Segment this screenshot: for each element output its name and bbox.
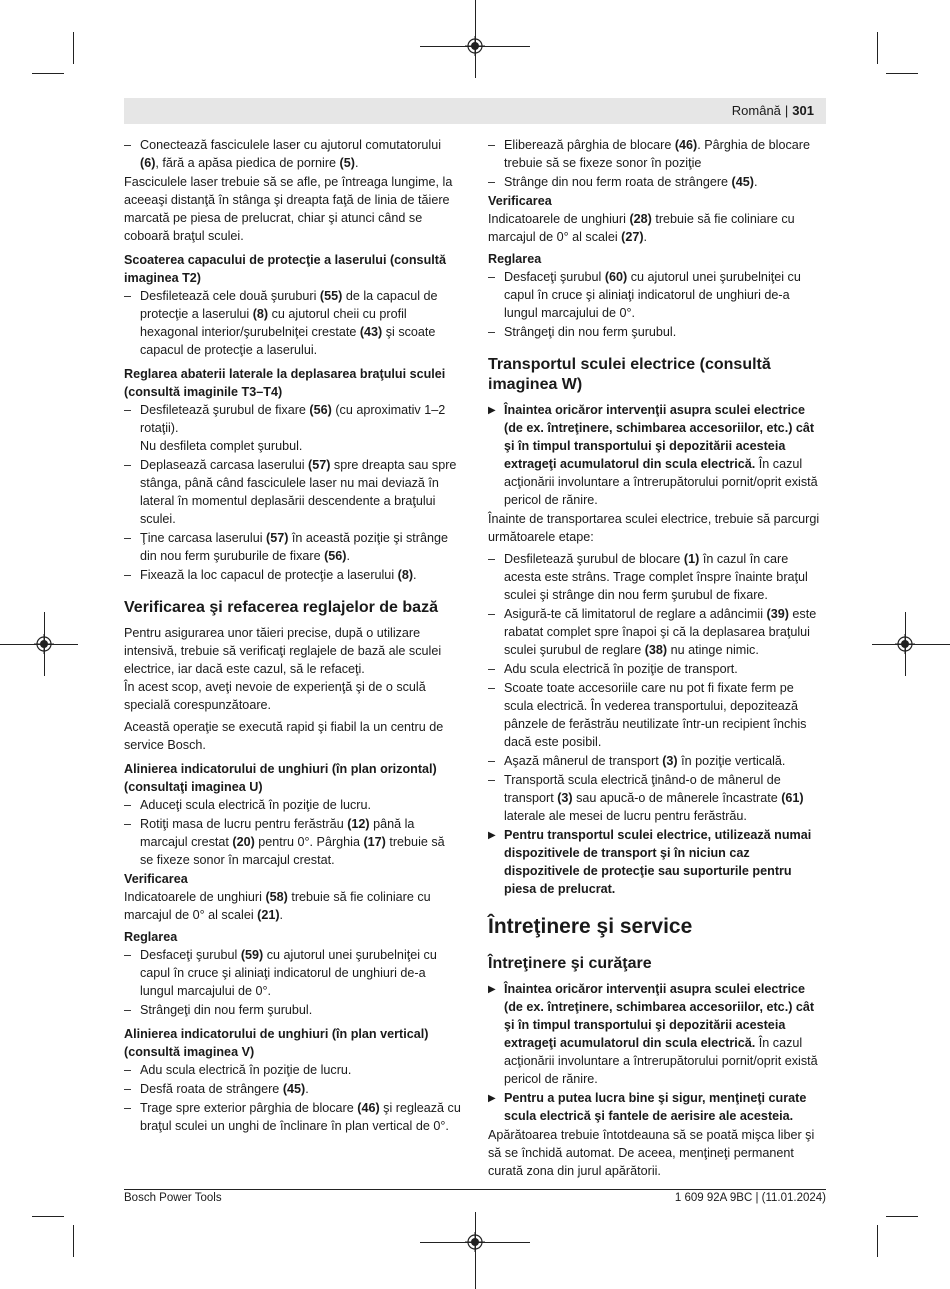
list-item: – Deplasează carcasa laserului (57) spre dreapta sau spre stânga, până când fasciculele laser nu mai deviază în lateral în momentul deplasării descendente a braţului sculei. bbox=[124, 456, 461, 528]
list-item: – Adu scula electrică în poziţie de lucru. bbox=[124, 1061, 461, 1079]
list-item: – Trage spre exterior pârghia de blocare (46) şi reglează cu braţul sculei un unghi de înclinare în plan vertical de 0°. bbox=[124, 1099, 461, 1135]
list-item: – Desfaceţi şurubul (60) cu ajutorul unei şurubelniţei cu capul în cruce şi aliniaţi indicatorul de unghiuri de-a lungul marcajului de 0°. bbox=[488, 268, 826, 322]
bullet-list bbox=[488, 550, 826, 898]
crop-mark bbox=[877, 32, 878, 64]
bullet-list bbox=[488, 401, 826, 509]
step-label: Reglarea bbox=[124, 930, 178, 944]
subsection-heading: Alinierea indicatorului de unghiuri (în plan vertical) (consultă imaginea V) bbox=[124, 1027, 429, 1059]
paragraph: Indicatoarele de unghiuri (58) trebuie să fie coliniare cu marcajul de 0° al scalei (21). bbox=[124, 890, 431, 922]
page-header bbox=[124, 98, 826, 124]
header-text bbox=[732, 103, 814, 118]
list-item: – Adu scula electrică în poziţie de transport. bbox=[488, 660, 826, 678]
bullet-list bbox=[488, 136, 826, 191]
section-heading: Întreţinere şi curăţare bbox=[488, 955, 652, 972]
section-title: Întreţinere şi service bbox=[488, 915, 693, 938]
list-item: – Strânge din nou ferm roata de strângere (45). bbox=[488, 173, 826, 191]
section-heading: Verificarea şi refacerea reglajelor de bază bbox=[124, 599, 438, 616]
bullet-list bbox=[124, 946, 461, 1019]
header-separator: | bbox=[784, 103, 789, 118]
paragraph: Fasciculele laser trebuie să se afle, pe întreaga lungime, la aceeaşi distanţă în stânga şi dreapta faţă de linia de tăiere marcată pe piesa de prelucrat, chiar şi atunci când se coboară braţul sculei. bbox=[124, 175, 453, 243]
crop-mark bbox=[32, 1216, 64, 1217]
list-item: – Conectează fasciculele laser cu ajutorul comutatorului (6), fără a apăsa piedica de pornire (5). bbox=[124, 136, 461, 172]
paragraph: Indicatoarele de unghiuri (28) trebuie să fie coliniare cu marcajul de 0° al scalei (27). bbox=[488, 212, 795, 244]
subsection-heading: Scoaterea capacului de protecţie a laserului (consultă imaginea T2) bbox=[124, 253, 446, 285]
list-item: – Transportă scula electrică ţinând-o de mânerul de transport (3) sau apucă-o de mânerele încastrate (61) laterale ale mesei de lucru pentru ferăstrău. bbox=[488, 771, 826, 825]
warning-item: ▶ Înaintea oricăror intervenţii asupra sculei electrice (de ex. întreţinere, schimbarea accesoriilor, etc.) cât şi în timpul transportului şi depozitării acesteia extrageţi acumulatorul din scula electrică. În cazul acţionării involuntare a întrerupătorului pornit/oprit există pericol de rănire. bbox=[488, 980, 826, 1088]
header-language: Română bbox=[731, 103, 781, 118]
paragraph: Înainte de transportarea sculei electrice, trebuie să parcurgi următoarele etape: bbox=[488, 512, 820, 544]
list-item: – Asigură-te că limitatorul de reglare a adâncimii (39) este rabatat complet spre înapoi şi că la deplasarea braţului sculei şurubul de reglare (38) nu atinge nimic. bbox=[488, 605, 826, 659]
warning-item: ▶ Înaintea oricăror intervenţii asupra sculei electrice (de ex. întreţinere, schimbarea accesoriilor, etc.) cât şi în timpul transportului şi depozitării acesteia extrageţi acumulatorul din scula electrică. În cazul acţionării involuntare a întrerupătorului pornit/oprit există pericol de rănire. bbox=[488, 401, 826, 509]
crop-mark bbox=[73, 32, 74, 64]
warning-item: ▶ Pentru a putea lucra bine şi sigur, menţineţi curate scula electrică şi fantele de aerisire ale acesteia. bbox=[488, 1089, 826, 1125]
footer-brand: Bosch Power Tools bbox=[124, 1192, 222, 1204]
registration-target-icon bbox=[465, 1232, 485, 1252]
subsection-heading: Alinierea indicatorului de unghiuri (în plan orizontal) (consultaţi imaginea U) bbox=[124, 762, 437, 794]
list-item: – Desfă roata de strângere (45). bbox=[124, 1080, 461, 1098]
list-item: – Fixează la loc capacul de protecţie a laserului (8). bbox=[124, 566, 461, 584]
step-label: Verificarea bbox=[488, 194, 552, 208]
step-label: Verificarea bbox=[124, 872, 188, 886]
warning-item: ▶ Pentru transportul sculei electrice, utilizează numai dispozitivele de transport şi în niciun caz dispozitivele de protecţie sau suporturile pentru piesa de prelucrat. bbox=[488, 826, 826, 898]
bullet-list bbox=[124, 401, 461, 584]
list-item: – Ţine carcasa laserului (57) în această poziţie şi strânge din nou ferm şuruburile de fixare (56). bbox=[124, 529, 461, 565]
paragraph: Apărătoarea trebuie întotdeauna să se poată mişca liber şi să se închidă automat. De aceea, menţineţi permanent curată zona din jurul apărătorii. bbox=[488, 1128, 815, 1178]
list-item: – Aşază mânerul de transport (3) în poziţie verticală. bbox=[488, 752, 826, 770]
crop-mark bbox=[32, 73, 64, 74]
bullet-list bbox=[124, 796, 461, 869]
crop-mark bbox=[886, 73, 918, 74]
bullet-list bbox=[488, 268, 826, 341]
crop-mark bbox=[73, 1225, 74, 1257]
section-heading: Transportul sculei electrice (consultă imaginea W) bbox=[488, 356, 771, 393]
footer-rule bbox=[124, 1189, 826, 1190]
registration-target-icon bbox=[895, 634, 915, 654]
registration-target-icon bbox=[465, 36, 485, 56]
list-item: – Eliberează pârghia de blocare (46). Pârghia de blocare trebuie să se fixeze sonor în poziţie bbox=[488, 136, 826, 172]
list-item: – Scoate toate accesoriile care nu pot fi fixate ferm pe scula electrică. În vederea transportului, depozitează pânzele de ferăstrău neutilizate într-un recipient închis dacă este posibil. bbox=[488, 679, 826, 751]
list-item: – Desfiletează cele două şuruburi (55) de la capacul de protecţie a laserului (8) cu ajutorul cheii cu profil hexagonal interior/şurubelniţei crestate (43) şi scoate capacul de protecţie a laserului. bbox=[124, 287, 461, 359]
right-column bbox=[488, 136, 826, 1184]
list-item: – Desfiletează şurubul de blocare (1) în cazul în care acesta este strâns. Trage complet înspre înainte braţul sculei şi strânge din nou ferm şurubul de fixare. bbox=[488, 550, 826, 604]
list-item: – Strângeţi din nou ferm şurubul. bbox=[488, 323, 826, 341]
paragraph: Această operaţie se execută rapid şi fiabil la un centru de service Bosch. bbox=[124, 720, 444, 752]
list-item: – Desfaceţi şurubul (59) cu ajutorul unei şurubelniţei cu capul în cruce şi aliniaţi indicatorul de unghiuri de-a lungul marcajului de 0°. bbox=[124, 946, 461, 1000]
subsection-heading: Reglarea abaterii laterale la deplasarea braţului sculei (consultă imaginile T3–T4) bbox=[124, 367, 446, 399]
bullet-list bbox=[488, 980, 826, 1125]
crop-mark bbox=[877, 1225, 878, 1257]
step-label: Reglarea bbox=[488, 252, 542, 266]
list-item: – Desfiletează şurubul de fixare (56) (cu aproximativ 1–2 rotaţii). Nu desfileta complet şurubul. bbox=[124, 401, 461, 455]
paragraph: Pentru asigurarea unor tăieri precise, după o utilizare intensivă, trebuie să verificaţi reglajele de bază ale sculei electrice, iar dacă este cazul, să le refaceţi. În acest scop, aveţi nevoie de experienţă şi de o sculă specială corespunzătoare. bbox=[124, 626, 442, 712]
bullet-list bbox=[124, 287, 461, 359]
page-number: 301 bbox=[792, 103, 814, 118]
crop-mark bbox=[886, 1216, 918, 1217]
left-column bbox=[124, 136, 461, 1136]
list-item: – Strângeţi din nou ferm şurubul. bbox=[124, 1001, 461, 1019]
footer-docref: 1 609 92A 9BC | (11.01.2024) bbox=[674, 1192, 826, 1204]
list-item: – Aduceţi scula electrică în poziţie de lucru. bbox=[124, 796, 461, 814]
list-item: – Rotiţi masa de lucru pentru ferăstrău (12) până la marcajul crestat (20) pentru 0°. Pârghia (17) trebuie să se fixeze sonor în marcajul crestat. bbox=[124, 815, 461, 869]
bullet-list bbox=[124, 1061, 461, 1135]
registration-target-icon bbox=[34, 634, 54, 654]
bullet-list bbox=[124, 136, 461, 172]
